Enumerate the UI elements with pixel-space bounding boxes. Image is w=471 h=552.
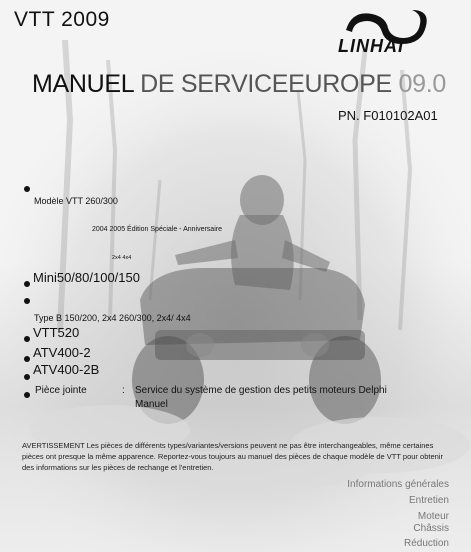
title-manuel: MANUEL: [32, 70, 134, 98]
warning-notice: [22, 440, 452, 473]
model-atv400-2: ATV400-2: [33, 345, 91, 360]
toc-item-reduction: Réduction: [403, 538, 449, 549]
bullet: [24, 281, 30, 287]
bullet: [24, 336, 30, 342]
attachment-colon: :: [122, 385, 125, 396]
model-mini: Mini50/80/100/150: [33, 270, 140, 285]
bullet: [24, 298, 30, 304]
drive-line: 2x4 4x4: [112, 255, 132, 261]
model-vtt520: VTT520: [33, 325, 80, 340]
toc-item-engine: Moteur: [417, 511, 449, 522]
toc-item-general-info: Informations générales: [347, 479, 449, 490]
vtt-year: VTT 2009: [14, 8, 110, 31]
attachment-desc-line1: Service du système de gestion des petits moteurs Delphi: [135, 385, 387, 396]
warning-line: AVERTISSEMENT Les pièces de différents types/variantes/versions peuvent ne pas être interchangeables, même certaines: [22, 441, 434, 450]
bullet: [24, 356, 30, 362]
brand-wordmark: LINHAI: [338, 36, 404, 56]
model-line: Modèle VTT 260/300: [34, 196, 118, 206]
page-title: [32, 70, 446, 99]
warning-line: des informations sur les pièces de rechange et l'entretien.: [22, 463, 214, 472]
bullet: [24, 374, 30, 380]
title-service-europe: DE SERVICEEUROPE: [133, 70, 392, 98]
model-typeb: Type B 150/200, 2x4 260/300, 2x4/ 4x4: [34, 313, 191, 323]
edition-line: 2004 2005 Édition Spéciale - Anniversaire: [92, 226, 222, 233]
attachment-label: Pièce jointe: [35, 385, 87, 396]
part-number: PN. F010102A01: [338, 108, 438, 123]
title-version: 09.0: [391, 70, 446, 98]
bullet: [24, 392, 30, 398]
attachment-desc-line2: Manuel: [135, 399, 168, 410]
warning-line: pièces ont presque la même apparence. Reportez-vous toujours au manuel des pièces de chaque modèle de VTT pour obtenir: [22, 452, 443, 461]
bullet: [24, 186, 30, 192]
model-atv400-2b: ATV400-2B: [33, 362, 100, 377]
toc-item-chassis: Châssis: [413, 523, 449, 534]
toc-item-maintenance: Entretien: [408, 495, 449, 506]
